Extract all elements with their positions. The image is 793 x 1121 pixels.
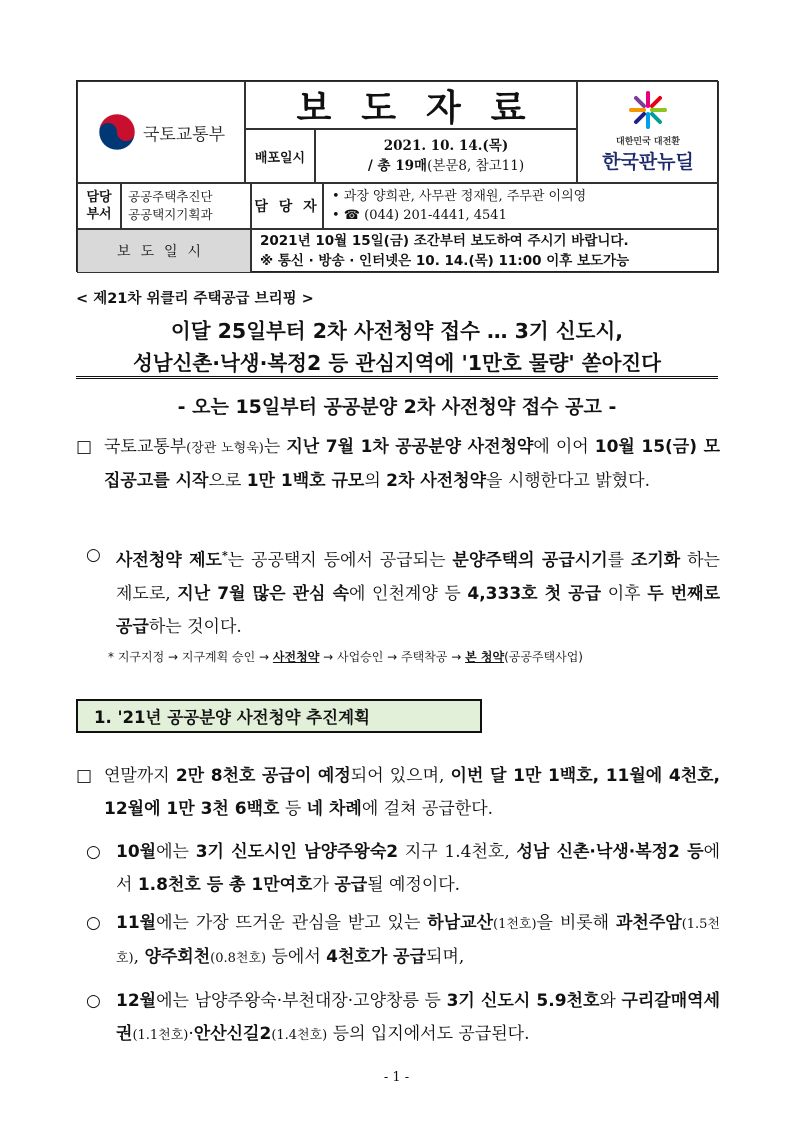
circle-bullet-icon: ○ [86,991,101,1011]
dept-label: 담당 부서 [77,183,121,229]
manager-value: • 과장 양희관, 사무관 정재원, 주무관 이의영 • ☎ (044) 201-4441, 4541 [323,183,719,229]
dist-value [315,129,577,183]
press-title: 보도자료 [245,81,577,129]
section-title: 1. '21년 공공분양 사전청약 추진계획 [76,699,482,733]
paragraph-5: ○ 11월에는 가장 뜨거운 관심을 받고 있는 하남교산(1천호)을 비롯해 과천주암(1.5천호), 양주회천(0.8천호) 등에서 4천호가 공급되며, [86,907,720,975]
dist-pages: / 총 19매 [367,158,428,174]
circle-bullet-icon: ○ [86,913,101,933]
paragraph-4: ○ 10월에는 3기 신도시인 남양주왕숙2 지구 1.4천호, 성남 신촌·낙생·복정2 등에서 1.8천호 등 총 1만여호가 공급될 예정이다. [86,836,720,902]
circle-bullet-icon: ○ [86,842,101,862]
headline-divider [76,376,718,379]
korean-newdeal-logo [577,81,719,183]
square-bullet-icon: □ [76,766,93,786]
subheadline: - 오는 15일부터 공공분양 2차 사전청약 접수 공고 - [177,396,617,418]
newdeal-big: 한국판뉴딜 [602,151,694,173]
newdeal-star-icon [628,90,668,130]
dist-label: 배포일시 [245,129,315,183]
molit-logo [77,81,245,183]
ministry-name: 국토교통부 [142,124,226,145]
dist-date: 2021. 10. 14.(목) [383,138,509,154]
manager-label: 담 당 자 [251,183,323,229]
circle-bullet-icon: ○ [86,545,101,565]
paragraph-6: ○ 12월에는 남양주왕숙·부천대장·고양창릉 등 3기 신도시 5.9천호와 구리갈매역세권(1.1천호)·안산신길2(1.4천호) 등의 입지에서도 공급된다. [86,985,720,1052]
square-bullet-icon: □ [76,437,93,457]
headline-line-2: 성남신촌·낙생·복정2 등 관심지역에 '1만호 물량' 쏟아진다 [132,351,661,375]
newdeal-small: 대한민국 대전환 [616,137,680,147]
dist-pages-detail: (본문8, 참고11) [427,158,525,174]
release-label: 보도일시 [77,229,251,273]
headline-line-1: 이달 25일부터 2차 사전청약 접수 … 3기 신도시, [170,319,624,343]
briefing-label: < 제21차 위클리 주택공급 브리핑 > [76,291,314,307]
dept-value: 공공주택추진단 공공택지기획과 [121,183,251,229]
release-value: 2021년 10월 15일(금) 조간부터 보도하여 주시기 바랍니다. ※ 통신 · 방송 · 인터넷은 10. 14.(목) 11:00 이후 보도가능 [251,229,719,273]
footnote: * 지구지정 → 지구계획 승인 → 사전청약 → 사업승인 → 주택착공 → 본 청약(공공주택사업) [108,650,583,664]
paragraph-1: □ 국토교통부(장관 노형욱)는 지난 7월 1차 공공분양 사전청약에 이어 10월 15(금) 모집공고를 시작으로 1만 1백호 규모의 2차 사전청약을 시행한다고 밝혔다. [76,431,720,498]
molit-emblem-icon [97,112,137,152]
paragraph-2: ○ 사전청약 제도*는 공공택지 등에서 공급되는 분양주택의 공급시기를 조기화 하는 제도로, 지난 7월 많은 관심 속에 인천계양 등 4,333호 첫 공급 이후 두 번째로 공급하는 것이다. [86,539,720,644]
press-header-table [76,80,718,272]
page-number: - 1 - [383,1070,410,1085]
paragraph-3: □ 연말까지 2만 8천호 공급이 예정되어 있으며, 이번 달 1만 1백호, 11월에 4천호, 12월에 1만 3천 6백호 등 네 차례에 걸쳐 공급한다. [76,760,720,826]
